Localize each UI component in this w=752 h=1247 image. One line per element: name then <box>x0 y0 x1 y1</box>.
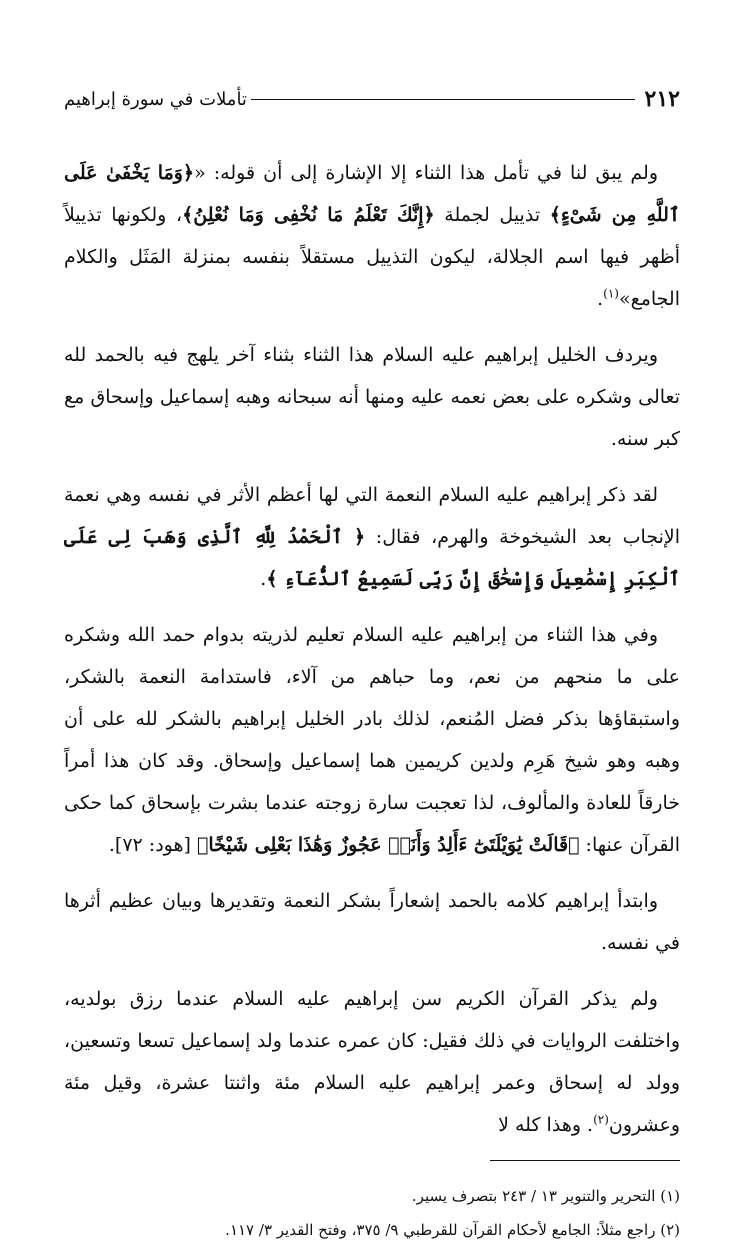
paragraph-1-text: تذييل لجملة <box>434 204 550 226</box>
paragraph-1 <box>64 152 680 320</box>
book-page <box>64 84 680 1239</box>
paragraph-1-text: . <box>597 288 604 310</box>
paragraph-6-text: ولم يذكر القرآن الكريم سن إبراهيم عليه السلام عندما رزق بولديه، واختلفت الروايات في ذلك فقيل: كان عمره عندما ولد إسماعيل تسعا وتسعين، وولد له إسحاق وعمر إبراهيم عليه السلام مئة واثنتا عشرة، وقيل مئة وعشرون <box>64 988 680 1136</box>
footnote-marker[interactable]: (١) <box>603 286 619 301</box>
paragraph-4-text: وفي هذا الثناء من إبراهيم عليه السلام تعليم لذريته بدوام حمد الله وشكره على ما منحهم من نعم، وما حباهم من آلاء، فاستدامة النعمة بالشكر، واستبقاؤها بذكر فضل المُنعم، لذلك بادر الخليل إبراهيم بالشكر لله على أن وهبه وهو شيخ هَرِم ولدين كريمين هما إسماعيل وإسحاق. وقد كان هذا أمراً خارقاً للعادة والمألوف، لذا تعجبت سارة زوجته عندما بشرت بإسحاق كما حكى القرآن عنها: <box>64 624 680 856</box>
paragraph-6 <box>64 978 680 1146</box>
quran-quote: ﴿قَالَتْ يَٰوَيْلَتَىٰٓ ءَأَلِدُ وَأَنَا۠ عَجُوزٌ وَهَٰذَا بَعْلِى شَيْخًا﴾ <box>196 834 580 856</box>
header-rule <box>251 99 635 100</box>
paragraph-6-text: . وهذا كله لا <box>498 1114 594 1136</box>
paragraph-2: ويردف الخليل إبراهيم عليه السلام هذا الثناء بثناء آخر يلهج فيه بالحمد لله تعالى وشكره على بعض نعمه عليه ومنها أنه سبحانه وهبه إسماعيل وإسحاق مع كبر سنه. <box>64 344 680 450</box>
quran-quote: ﴿إِنَّكَ تَعْلَمُ مَا نُخْفِى وَمَا نُعْلِنُ﴾ <box>182 204 435 226</box>
running-head <box>64 84 680 114</box>
paragraph-4 <box>64 614 680 866</box>
body-text <box>64 152 680 1146</box>
running-title: تأملات في سورة إبراهيم <box>64 88 247 110</box>
page-number: ٢١٢ <box>644 86 680 112</box>
paragraph-1-text: ولم يبق لنا في تأمل هذا الثناء إلا الإشارة إلى أن قوله: « <box>194 162 659 184</box>
footnote-1: (١) التحرير والتنوير ١٣ / ٢٤٣ بتصرف يسير. <box>411 1187 680 1205</box>
footnote-2: (٢) راجع مثلاً: الجامع لأحكام القرآن للقرطبي ٩/ ٣٧٥، وفتح القدير ٣/ ١١٧. <box>225 1221 680 1239</box>
paragraph-1-text: ، ولكونها تذييلاً أظهر فيها اسم الجلالة، ليكون التذييل مستقلاً بنفسه بمنزلة المَثَل والكلام الجامع» <box>64 204 680 310</box>
paragraph-4-text: [هود: ٧٢]. <box>108 834 197 856</box>
paragraph-3-text: . <box>260 568 267 590</box>
paragraph-3-text: لقد ذكر إبراهيم عليه السلام النعمة التي لها أعظم الأثر في نفسه وهي نعمة الإنجاب بعد الشيخوخة والهرم، فقال: <box>64 484 680 548</box>
paragraph-3 <box>64 474 680 600</box>
quran-quote: ﴿وَمَا يَخْفَىٰ عَلَى ٱللَّهِ مِن شَىْءٍ﴾ <box>64 162 680 226</box>
footnote-separator <box>490 1160 680 1161</box>
paragraph-5: وابتدأ إبراهيم كلامه بالحمد إشعاراً بشكر النعمة وتقديرها وبيان عظيم أثرها في نفسه. <box>64 890 680 954</box>
quran-quote: ﴿ ٱلْحَمْدُ لِلَّهِ ٱلَّذِى وَهَبَ لِى عَلَى ٱلْكِبَرِ إِسْمَٰعِيلَ وَإِسْحَٰقَ إِنَّ رَبِّى لَسَمِيعُ ٱلدُّعَآءِ ﴾ <box>64 526 680 590</box>
footnote-marker[interactable]: (٢) <box>593 1112 609 1127</box>
footnotes <box>64 1179 680 1247</box>
